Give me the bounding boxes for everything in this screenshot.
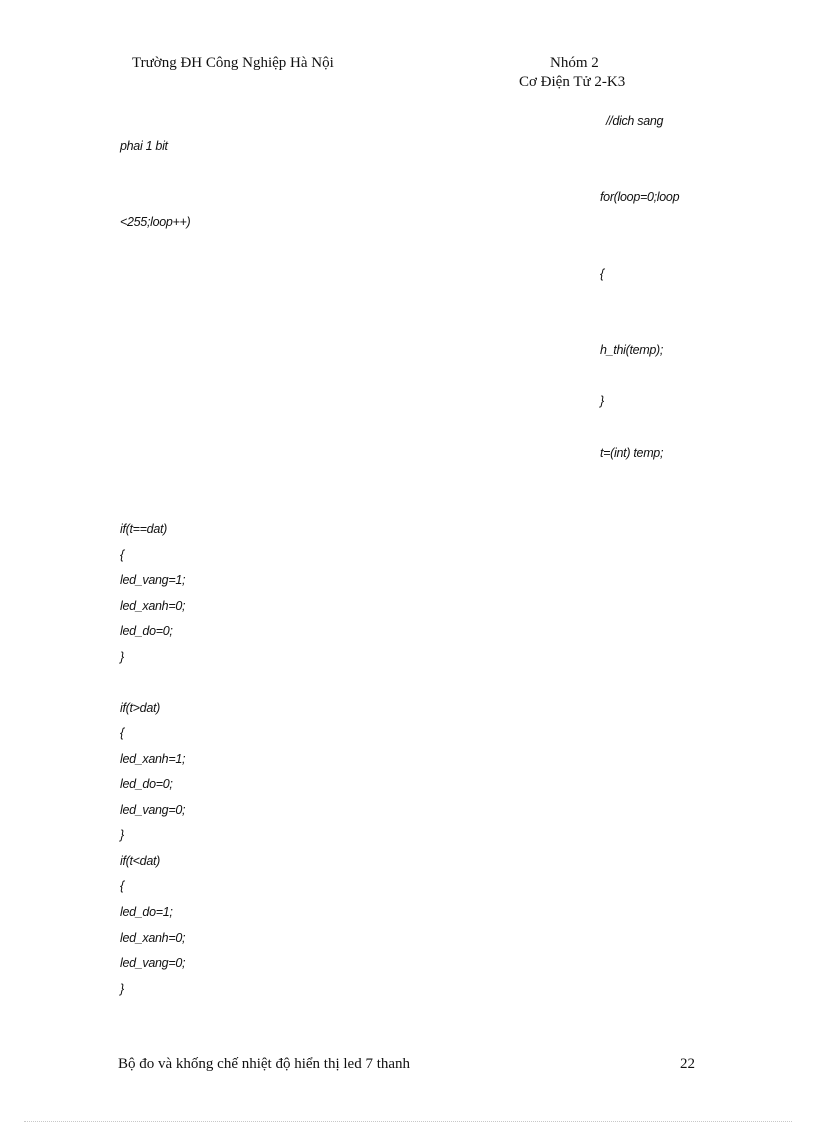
code-line: led_vang=0; (120, 803, 186, 817)
code-brace-close: } (120, 828, 124, 842)
code-line: led_xanh=0; (120, 599, 186, 613)
header-group: Nhóm 2 (550, 55, 599, 71)
code-close-brace: } (600, 394, 604, 408)
header-school: Trường ĐH Công Nghiệp Hà Nội (132, 55, 334, 71)
code-line: led_vang=0; (120, 956, 186, 970)
page-bottom-rule (24, 1121, 792, 1122)
code-for-loop-continued: <255;loop++) (120, 215, 191, 229)
code-for-loop: for(loop=0;loop (600, 190, 680, 204)
code-line: led_xanh=1; (120, 752, 186, 766)
header-class: Cơ Điện Tử 2-K3 (519, 74, 626, 90)
code-line: led_xanh=0; (120, 931, 186, 945)
code-if-equal: if(t==dat) (120, 522, 168, 536)
code-line: led_do=0; (120, 777, 173, 791)
code-brace-open: { (120, 548, 124, 562)
code-function-call: h_thi(temp); (600, 343, 664, 357)
code-brace-close: } (120, 650, 124, 664)
code-if-greater: if(t>dat) (120, 701, 161, 715)
code-brace-open: { (120, 879, 124, 893)
code-brace-open: { (120, 726, 124, 740)
code-comment: //dich sang (606, 114, 664, 128)
code-assignment: t=(int) temp; (600, 446, 664, 460)
code-brace-close: } (120, 982, 124, 996)
page-number: 22 (680, 1056, 695, 1072)
code-open-brace: { (600, 267, 604, 281)
code-line: led_do=1; (120, 905, 173, 919)
code-comment-continued: phai 1 bit (120, 139, 168, 153)
code-if-less: if(t<dat) (120, 854, 161, 868)
code-line: led_do=0; (120, 624, 173, 638)
footer-title: Bộ đo và khống chế nhiệt độ hiển thị led 7 thanh (118, 1056, 411, 1072)
code-line: led_vang=1; (120, 573, 186, 587)
